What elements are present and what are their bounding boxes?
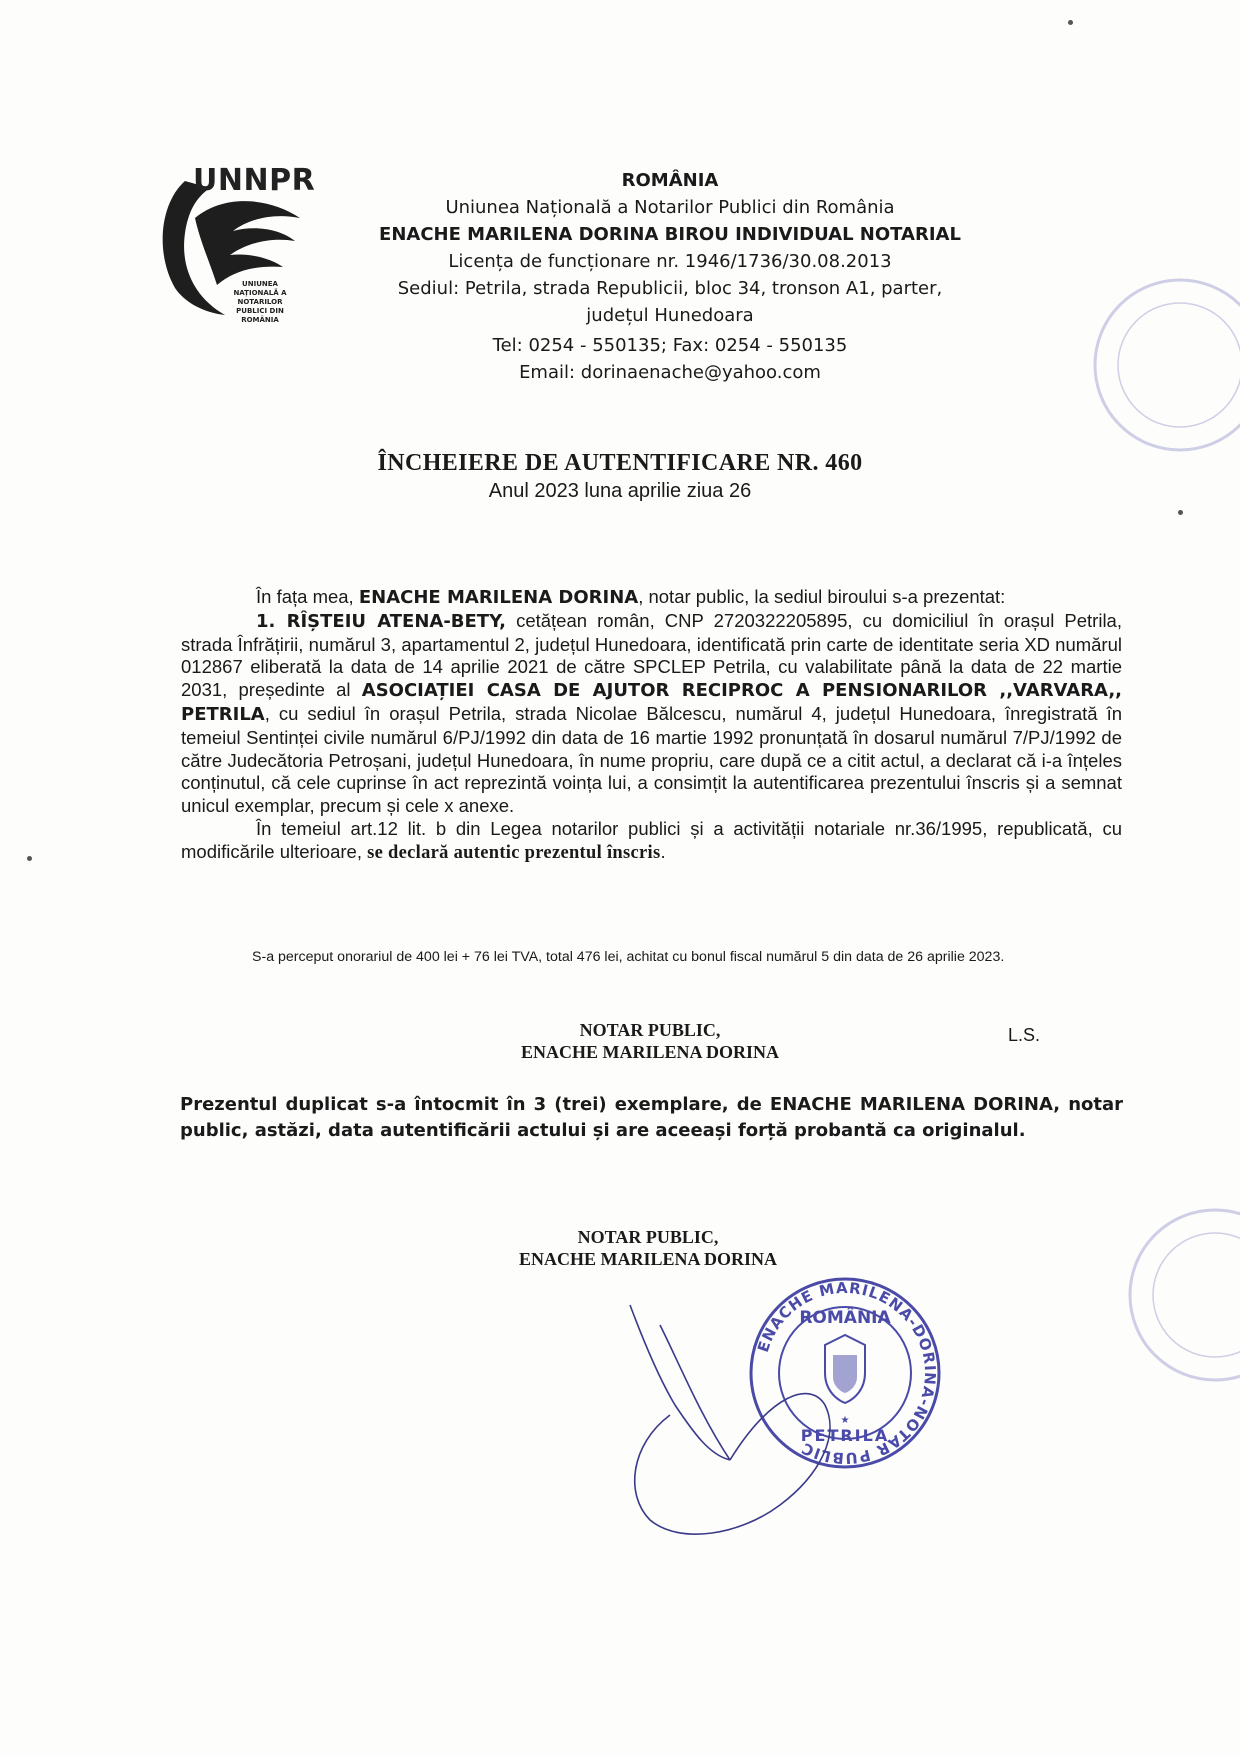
scan-speck [27,856,32,861]
intro-text: În fața mea, [256,586,359,607]
legal-basis-end: . [660,840,666,862]
fee-note: S-a perceput onorariul de 400 lei + 76 lei TVA, total 476 lei, achitat cu bonul fiscal numărul 5 din data de 26 aprilie 2023. [252,949,1005,965]
notary-name: ENACHE MARILENA DORINA [358,587,639,608]
logo-subtitle: UNIUNEA NAȚIONALĂ A NOTARILOR PUBLICI DIN ROMÂNIA [233,280,287,324]
signature-block-2 [498,1226,798,1270]
stamp-ring-text: ENACHE MARILENA-DORINA-NOTAR PUBLIC [754,1278,940,1468]
signature-name-2: ENACHE MARILENA DORINA [518,1249,778,1269]
document-date: Anul 2023 luna aprilie ziua 26 [488,480,752,502]
scan-speck [1178,510,1183,515]
unnpr-logo [155,163,320,333]
association-name: ASOCIAȚIEI CASA DE AJUTOR RECIPROC A PENSIONARILOR ,,VARVARA,, PETRILA [181,680,1122,725]
stamp-star-icon: ★ [840,1415,850,1426]
party-paragraph [181,610,1122,818]
signature-role-2: NOTAR PUBLIC, [577,1227,719,1247]
document-title: ÎNCHEIERE DE AUTENTIFICARE NR. 460 [377,450,863,476]
stamp-top-text: ROMÂNIA [799,1308,891,1328]
scan-speck [1068,20,1073,25]
signature-name: ENACHE MARILENA DORINA [520,1042,780,1062]
signature-block-1 [505,1019,795,1063]
party-details: cetățean român, CNP 2720322205895, cu domiciliul în orașul Petrila, strada Înfrățirii, numărul 3, apartamentul 2, județul Hunedoara, identificată prin carte de identitate seria XD numărul 012867 eliberată la data de 14 aprilie 2021 de către SPCLEP Petrila, cu valabilitate până la data de 22 martie 2031, președinte al [181,609,1122,701]
logo-title: UNNPR [193,163,316,198]
party-number: 1. [256,610,287,632]
header-license: Licența de funcționare nr. 1946/1736/30.08.2013 [448,251,892,272]
intro-paragraph [181,586,1122,610]
party-details-end: , cu sediul în orașul Petrila, strada Nicolae Bălcescu, numărul 4, județul Hunedoara, înregistrată în temeiul Sentinței civile numărul 6/PJ/1992 din data de 16 martie 1992 pronunțată în dosarul numărul 7/PJ/1992 de către Judecătoria Petroșani, județul Hunedoara, în nume propriu, care după ce a citit actul, a declarat că i-a înțeles conținutul, că cele cuprinse în act reprezintă voința lui, a consimțit la autentificarea prezentului înscris și a semnat unicul exemplar, precum și cele x anexe. [181,702,1122,817]
faint-stamp-ghost-lower [1105,1195,1240,1395]
locus-sigilli: L.S. [1008,1025,1041,1045]
legal-basis-paragraph [181,818,1122,865]
header-office: ENACHE MARILENA DORINA BIROU INDIVIDUAL NOTARIAL [379,224,961,245]
intro-text-end: , notar public, la sediul biroului s-a prezentat: [638,586,1006,607]
stamp-city: PETRILA [800,1426,890,1445]
signature-role: NOTAR PUBLIC, [579,1020,721,1040]
header-phone: Tel: 0254 - 550135; Fax: 0254 - 550135 [492,335,848,356]
party-name: RÎȘTEIU ATENA-BETY, [286,610,506,632]
header-email: Email: dorinaenache@yahoo.com [519,362,821,383]
handwritten-signature [610,1285,940,1545]
header-union: Uniunea Națională a Notarilor Publici din România [445,197,895,218]
header-country: ROMÂNIA [621,170,719,191]
document-body [181,586,1122,865]
header-address-line2: județul Hunedoara [586,305,754,326]
header-address-line1: Sediul: Petrila, strada Republicii, bloc 34, tronson A1, parter, [397,278,943,299]
duplicate-note: Prezentul duplicat s-a întocmit în 3 (trei) exemplare, de ENACHE MARILENA DORINA, notar public, astăzi, data autentificării actului și are aceeași forță probantă ca originalul. [180,1094,1123,1141]
authentic-declaration: se declară autentic prezentul înscris [367,842,661,863]
legal-basis-text: În temeiul art.12 lit. b din Legea notarilor publici și a activității notariale nr.36/1995, republicată, cu modificările ulterioare, [181,817,1122,862]
